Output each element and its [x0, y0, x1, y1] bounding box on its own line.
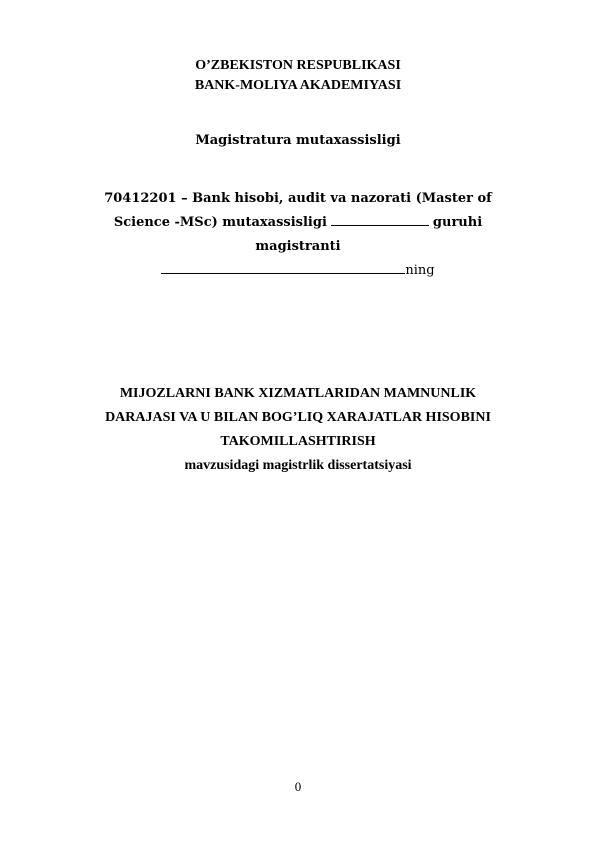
specialty-line-3: magistranti [255, 239, 341, 254]
specialty-line-2 [0, 211, 596, 235]
specialty-line-2-prefix: Science -MSc) mutaxassisligi [113, 215, 327, 230]
specialty-line-1: 70412201 – Bank hisobi, audit va nazorati (Master of [104, 191, 492, 206]
program-label: Magistratura mutaxassisligi [195, 133, 401, 148]
student-name-line [0, 259, 596, 283]
thesis-title-line-2: DARAJASI VA U BILAN BOG’LIQ XARAJATLAR HISOBINI [105, 410, 491, 425]
academy-name: BANK-MOLIYA AKADEMIYASI [194, 78, 402, 93]
thesis-title-line-1: MIJOZLARNI BANK XIZMATLARIDAN MAMNUNLIK [119, 386, 477, 401]
republic-name: O’ZBEKISTON RESPUBLIKASI [195, 58, 401, 73]
group-blank-field[interactable] [331, 211, 429, 226]
page-number: 0 [294, 779, 302, 794]
student-name-blank-field[interactable] [161, 259, 405, 274]
thesis-subtitle: mavzusidagi magistrlik dissertatsiyasi [184, 458, 412, 473]
thesis-title-line-3: TAKOMILLASHTIRISH [220, 434, 376, 449]
specialty-line-2-suffix: guruhi [432, 215, 483, 230]
student-name-suffix: ning [405, 263, 435, 278]
